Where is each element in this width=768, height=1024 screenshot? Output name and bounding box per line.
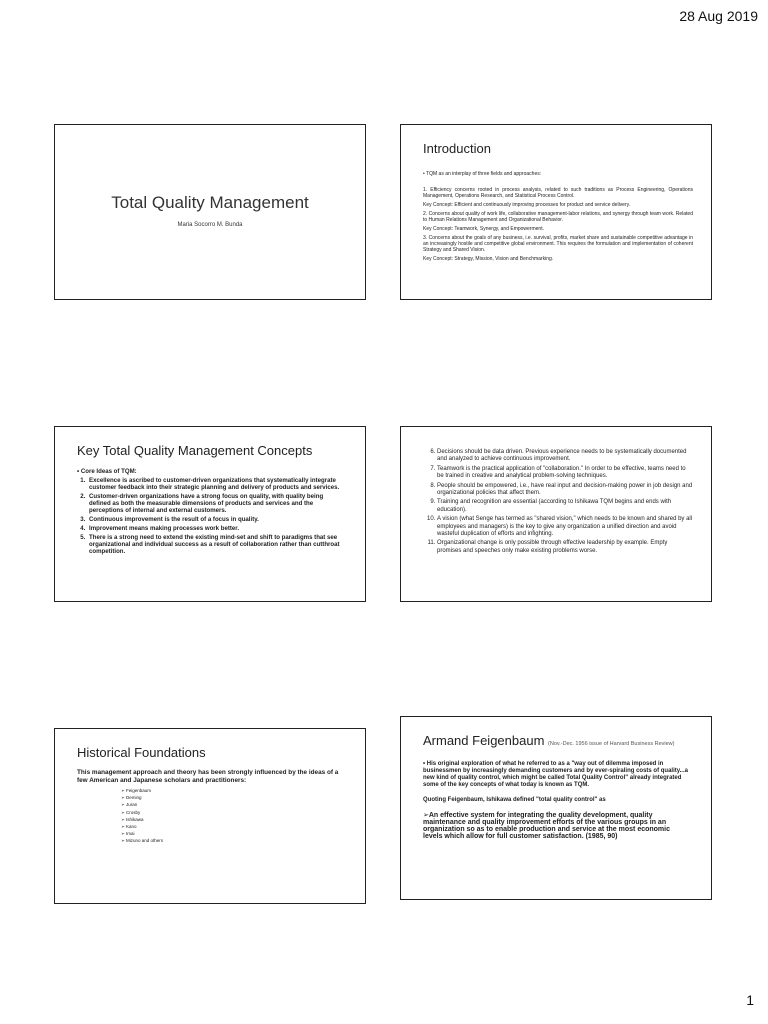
- list-item: 10. A vision (what Senge has termed as "shared vision," which needs to be known and shared by all employees and managers) is the key to give any organization a unified direction and avoid wasteful duplication of efforts and infighting.: [437, 516, 693, 538]
- scholars-list: [121, 787, 347, 845]
- list-item: 3. Continuous improvement is the result of a focus in quality.: [87, 516, 343, 523]
- foundations-intro: This management approach and theory has been strongly influenced by the ideas of a few American and Japanese scholars and practitioners:: [77, 769, 339, 784]
- slide-historical-foundations: [54, 728, 366, 904]
- intro-key-concept-3: Key Concept: Strategy, Mission, Vision and Benchmarking.: [423, 256, 554, 262]
- feigenbaum-paragraph-1: • His original exploration of what he referred to as a "way out of dilemma imposed in businessmen by increasingly demanding customers and by ever-spiraling costs of quality...a new kind of quality control, which might be called Total Quality Control" already integrated some of the key concepts of what today is known as TQM.: [423, 761, 688, 788]
- slide-body: [423, 171, 693, 265]
- list-item: ➢ Deming: [121, 794, 347, 801]
- list-item: 4. Improvement means making processes work better.: [87, 525, 343, 532]
- slide-body: [423, 449, 693, 557]
- feigenbaum-definition: ➢An effective system for integrating the quality development, quality maintenance and quality improvement efforts of the various groups in an organization so as to enable production and service at the most economic levels which allow for full customer satisfaction. (1985, 90): [423, 812, 670, 840]
- list-item: ➢ Imai: [121, 830, 347, 837]
- list-item: 9. Training and recognition are essential (according to Ishikawa TQM begins and ends with education).: [437, 499, 693, 514]
- list-item: ➢ Ishikawa: [121, 816, 347, 823]
- slide-heading-text: Armand Feigenbaum: [423, 733, 545, 748]
- list-item: 1. Excellence is ascribed to customer-driven organizations that systematically integrate customer feedback into their strategic planning and delivery of products and services.: [87, 477, 343, 491]
- slide-introduction: [400, 124, 712, 300]
- slide-heading: [423, 733, 674, 748]
- list-item: 6. Decisions should be data driven. Previous experience needs to be systematically documented and analyzed to achieve continuous improvement.: [437, 449, 693, 464]
- slide-heading-source: (Nov.-Dec. 1956 issue of Harvard Business Review): [548, 741, 675, 747]
- slide-key-concepts: [54, 426, 366, 602]
- slide-armand-feigenbaum: [400, 716, 712, 900]
- intro-key-concept-1: Key Concept: Efficient and continuously improving processes for product and service delivery.: [423, 202, 631, 208]
- list-item: ➢ Juran: [121, 801, 347, 808]
- list-item: 8. People should be empowered, i.e., have real input and decision-making power in job design and organizational policies that affect them.: [437, 483, 693, 498]
- slide-body: [77, 468, 343, 557]
- slide-main-title: Total Quality Management: [111, 193, 309, 212]
- intro-point-1: 1. Efficiency concerns rooted in process analysis, related to such traditions as Process Engineering, Operations Management, Operations Research, and Statistical Process Control.: [423, 187, 693, 199]
- list-item: 11. Organizational change is only possible through effective leadership by example. Empty promises and speeches only make existing problems worse.: [437, 540, 693, 555]
- intro-point-2: 2. Concerns about quality of work life, collaborative management-labor relations, and synergy through team work. Related to Human Relations Management and Organizational Behavior.: [423, 211, 693, 223]
- list-item: ➢ Crosby: [121, 809, 347, 816]
- date-header: 28 Aug 2019: [679, 8, 758, 24]
- list-item: 5. There is a strong need to extend the existing mind-set and shift to paradigms that see organizational and individual success as a result of collaboration rather than cutthroat competition.: [87, 534, 343, 555]
- intro-bullet: • TQM as an interplay of three fields and approaches:: [423, 171, 542, 177]
- intro-key-concept-2: Key Concept: Teamwork, Synergy, and Empowerment.: [423, 226, 544, 232]
- list-item: 2. Customer-driven organizations have a strong focus on quality, with quality being defined as both the measurable dimensions of products and services and the perceptions of internal and external customers.: [87, 493, 343, 514]
- slide-heading: Key Total Quality Management Concepts: [77, 443, 313, 458]
- feigenbaum-paragraph-2: Quoting Feigenbaum, Ishikawa defined "total quality control" as: [423, 797, 606, 803]
- page-number: 1: [746, 992, 754, 1008]
- list-item: ➢ Mizuno and others: [121, 837, 347, 844]
- slide-body: [423, 761, 691, 848]
- list-item: ➢ Feigenbaum: [121, 787, 347, 794]
- slide-author: Maria Socorro M. Bunda: [177, 222, 243, 228]
- concepts-list: [423, 449, 693, 555]
- core-ideas-header: • Core Ideas of TQM:: [77, 468, 137, 475]
- slide-body: [77, 769, 347, 845]
- slide-title-thumbnail: [54, 124, 366, 300]
- list-item: ➢ Kano: [121, 823, 347, 830]
- list-item: 7. Teamwork is the practical application of "collaboration." In order to be effective, teams need to be trained in creative and analytical problem-solving techniques.: [437, 466, 693, 481]
- slide-key-concepts-continued: [400, 426, 712, 602]
- slide-heading: Introduction: [423, 141, 491, 156]
- core-ideas-list: [77, 477, 343, 555]
- intro-point-3: 3. Concerns about the goals of any business, i.e. survival, profits, market share and sustainable competitive advantage in an increasingly hostile and competitive global environment. This requires the formulation and implementation of coherent Strategy and Shared Vision.: [423, 235, 693, 253]
- slide-heading: Historical Foundations: [77, 745, 206, 760]
